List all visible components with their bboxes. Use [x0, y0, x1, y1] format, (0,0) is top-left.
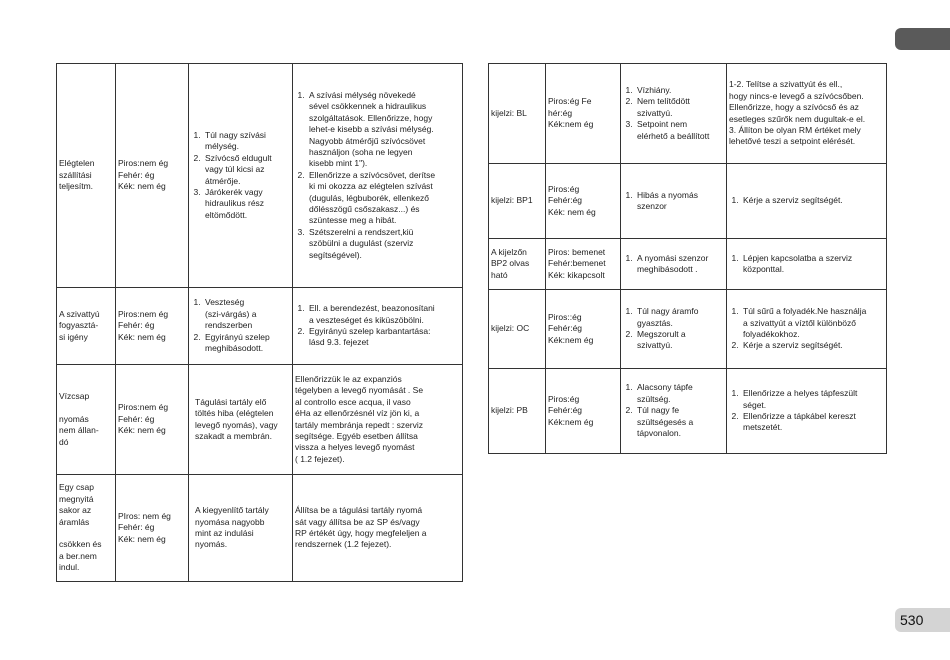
table-row — [57, 64, 463, 288]
lights-cell: Piros: bemenet Fehér:bemenet Kék: kikapcsolt — [546, 239, 621, 290]
remedy-item: 2. Egyirányú szelep karbantartása: lásd 9.3. fejezet — [307, 326, 460, 349]
page-number: 530 — [895, 608, 950, 632]
cause-item: 1. Veszteség (szi-várgás) a rendszerben — [203, 297, 290, 331]
remedy-item: 1. Ellenőrizze a helyes tápfeszült séget. — [741, 388, 884, 411]
lights-cell: Piros:nem ég Fehér: ég Kék: nem ég — [116, 288, 189, 365]
remedy-cell — [293, 288, 463, 365]
causes-cell: Tágulási tartály elő töltés hiba (elégtelen levegő nyomás), vagy szakadt a membrán. — [189, 365, 293, 475]
lights-cell: Piros:ég Fehér:ég Kék: nem ég — [546, 164, 621, 239]
section-tab-marker — [895, 28, 950, 50]
display-cell: kijelzi: BL — [489, 64, 546, 164]
remedy-item: 2. Ellenőrizze a szívócsövet, derítse ki mi okozza az elégtelen szívást (dugulás, légbuborék, ellenkező dőlésszögű csőszakasz...) és szüntesse meg a hibát. — [307, 170, 460, 227]
lights-cell: Piros:nem ég Fehér: ég Kék: nem ég — [116, 64, 189, 288]
remedy-item: 2. Kérje a szerviz segítségét. — [741, 340, 884, 351]
remedy-cell — [727, 239, 887, 290]
causes-cell — [621, 164, 727, 239]
remedy-item: 2. Ellenőrizze a tápkábel kereszt metszetét. — [741, 411, 884, 434]
remedy-cell — [727, 369, 887, 454]
remedy-item: 1. Ell. a berendezést, beazonosítani a veszteséget és kiküszöbölni. — [307, 303, 460, 326]
symptom-cell: Elégtelen szállítási teljesítm. — [57, 64, 116, 288]
remedy-cell: 1-2. Telítse a szivattyút és ell., hogy nincs-e levegő a szívócsőben. Ellenőrizze, hogy a szívócső és az esetleges szűrők nem dugultak-e el. 3. Állíton be olyan RM értéket mely lehetővé teszi a setpoint elérését. — [727, 64, 887, 164]
table-row — [57, 365, 463, 475]
cause-item: 1. Hibás a nyomás szenzor — [635, 190, 724, 213]
cause-item: 3. Setpoint nem elérhető a beállított — [635, 119, 724, 142]
remedy-item: 1. A szívási mélység növekedé sével csökkennek a hidraulikus szolgáltatások. Ellenőrizze, hogy lehet-e kisebb a szívási mélység. Nagyobb átmérőjű szívócsövet használjon (soha ne legyen kisebb mint 1"). — [307, 90, 460, 170]
troubleshooting-table-right — [488, 63, 887, 454]
remedy-item: 1. Kérje a szerviz segítségét. — [741, 195, 884, 206]
table-row — [489, 64, 887, 164]
causes-cell — [621, 239, 727, 290]
display-cell: kijelzi: BP1 — [489, 164, 546, 239]
lights-cell: Piros:nem ég Fehér: ég Kék: nem ég — [116, 365, 189, 475]
lights-cell: Piros:ég Fe hér:ég Kék:nem ég — [546, 64, 621, 164]
remedy-cell — [727, 290, 887, 369]
display-cell: A kijelzőn BP2 olvas ható — [489, 239, 546, 290]
remedy-cell: Ellenőrizzük le az expanziós tégelyben a levegő nyomását . Se al controllo esce acqua, il vaso éHa az ellenőrzésnél víz jön ki, a tartály membránja repedt : szerviz segítsége. Egyéb esetben állítsa vissza a helyes levegő nyomást ( 1.2 fejezet). — [293, 365, 463, 475]
cause-item: 1. Túl nagy szívási mélység. — [203, 130, 290, 153]
cause-item: 2. Túl nagy fe szültségesés a tápvonalon. — [635, 405, 724, 439]
symptom-cell: A szivattyú fogyasztá- si igény — [57, 288, 116, 365]
cause-item: 1. Alacsony tápfe szültség. — [635, 382, 724, 405]
cause-item: 2. Nem telítődött szivattyú. — [635, 96, 724, 119]
causes-cell — [189, 64, 293, 288]
table-row — [489, 239, 887, 290]
table-row — [489, 164, 887, 239]
cause-item: 3. Járókerék vagy hidraulikus rész eltömődött. — [203, 187, 290, 221]
cause-item: 2. Megszorult a szivattyú. — [635, 329, 724, 352]
cause-item: 2. Egyirányú szelep meghibásodott. — [203, 332, 290, 355]
remedy-item: 3. Szétszerelni a rendszert,kiü szöbülni a dugulást (szerviz segítségével). — [307, 227, 460, 261]
table-row — [57, 288, 463, 365]
cause-item: 1. Vízhiány. — [635, 85, 724, 96]
lights-cell: PIros: nem ég Fehér: ég Kék: nem ég — [116, 475, 189, 582]
troubleshooting-table-left — [56, 63, 463, 582]
lights-cell: Piros:ég Fehér:ég Kék:nem ég — [546, 369, 621, 454]
cause-item: 1. A nyomási szenzor meghibásodott . — [635, 253, 724, 276]
cause-item: 1. Túl nagy áramfo gyasztás. — [635, 306, 724, 329]
remedy-cell — [727, 164, 887, 239]
symptom-cell: Vízcsap nyomás nem állan- dó — [57, 365, 116, 475]
display-cell: kijelzi: PB — [489, 369, 546, 454]
cause-item: 2. Szívócső eldugult vagy túl kicsi az átmérője. — [203, 153, 290, 187]
symptom-cell: Egy csap megnyitá sakor az áramlás csökken és a ber.nem indul. — [57, 475, 116, 582]
causes-cell: A kiegyenlítő tartály nyomása nagyobb mint az indulási nyomás. — [189, 475, 293, 582]
remedy-item: 1. Lépjen kapcsolatba a szerviz központtal. — [741, 253, 884, 276]
lights-cell: Piros::ég Fehér:ég Kék:nem ég — [546, 290, 621, 369]
display-cell: kijelzi: OC — [489, 290, 546, 369]
remedy-item: 1. Túl sűrű a folyadék.Ne használja a szivattyút a víztől különböző folyadékokhoz. — [741, 306, 884, 340]
causes-cell — [621, 64, 727, 164]
causes-cell — [621, 290, 727, 369]
table-row — [57, 475, 463, 582]
table-row — [489, 369, 887, 454]
causes-cell — [621, 369, 727, 454]
causes-cell — [189, 288, 293, 365]
table-row — [489, 290, 887, 369]
remedy-cell: Állítsa be a tágulási tartály nyomá sát vagy állítsa be az SP és/vagy RP értékét úgy, hogy megfeleljen a rendszernek (1.2 fejezet). — [293, 475, 463, 582]
remedy-cell — [293, 64, 463, 288]
